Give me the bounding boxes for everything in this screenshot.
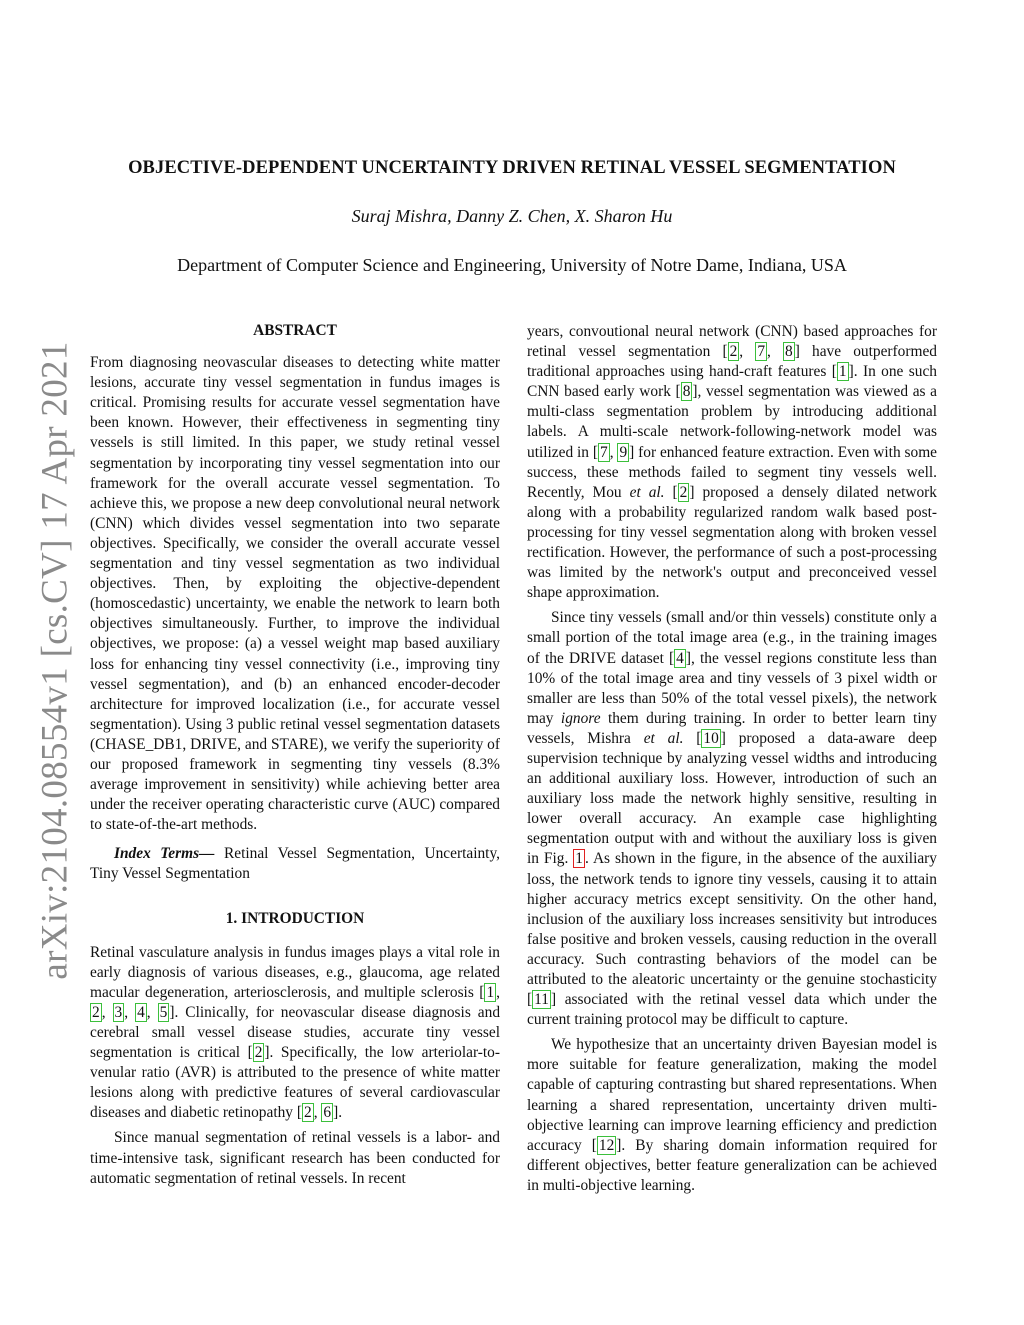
- index-terms-label: Index Terms—: [114, 845, 215, 863]
- citation-link[interactable]: 8: [682, 383, 691, 401]
- citation-link[interactable]: 5: [159, 1003, 168, 1021]
- citation-link[interactable]: 4: [137, 1003, 145, 1021]
- citation-link[interactable]: 4: [676, 649, 684, 667]
- citation-link[interactable]: 12: [598, 1136, 615, 1154]
- arxiv-id: arXiv:2104.08554v1 [cs.CV] 17 Apr 2021: [34, 340, 76, 980]
- intro-paragraph-3: years, convoutional neural network (CNN) based approaches for retinal vessel segmentation [ 2 , 7 , 8 ] have outperformed traditional approaches using hand-craft features [ 1 ]. In one such CNN based early work [ 8 ], vessel segmentation was viewed as a multi-class segmentation problem by introducing additional labels. A multi-scale network-following-network model was utilized in [ 7 , 9 ] for enhanced feature extraction. Even with some success, these methods failed to segment tiny vessels well. Recently, Mou et al. [ 2 ] proposed a densely dilated network along with a probability regularized random walk based post-processing for tiny vessel segmentation along with broken vessel rectification. However, the performance of such a post-processing was limited by the network's output and preconceived vessel shape approximation.: [527, 323, 938, 602]
- intro-paragraph-5: We hypothesize that an uncertainty driven Bayesian model is more suitable for feature generalization, making the model capable of capturing contrasting but shared representations. When learning a shared representation, uncertainty driven multi-objective learning can improve learning efficiency and prediction accuracy [ 12 ]. By sharing domain information required for different objectives, better feature generalization can be achieved in multi-objective learning.: [527, 1036, 937, 1194]
- citation-link[interactable]: 7: [600, 443, 608, 461]
- citation-link[interactable]: 2: [92, 1003, 100, 1021]
- right-column: [527, 322, 937, 1196]
- citation-link[interactable]: 7: [757, 343, 766, 361]
- citation-link[interactable]: 11: [534, 991, 549, 1009]
- intro-paragraph-1: Retinal vasculature analysis in fundus images plays a vital role in early diagnosis of various diseases, e.g., glaucoma, age related macular degeneration, arteriosclerosis, and multiple sclerosis [ 1 , 2 , 3 , 4 , 5 ]. Clinically, for neovascular disease diagnosis and cerebral small vessel disease studies, accurate tiny vessel segmentation is critical [ 2 ]. Specifically, the low arteriolar-to-venular ratio (AVR) is attributed to the presence of white matter lesions along with predictive features of several cardiovascular diseases and diabetic retinopathy [ 2 , 6 ].: [90, 943, 501, 1122]
- citation-link[interactable]: 1: [838, 363, 847, 381]
- citation-link[interactable]: 6: [323, 1104, 332, 1122]
- citation-link[interactable]: 8: [785, 343, 793, 361]
- citation-link[interactable]: 2: [679, 483, 688, 501]
- paper-authors: Suraj Mishra, Danny Z. Chen, X. Sharon Hu: [351, 206, 673, 226]
- intro-paragraph-2: Since manual segmentation of retinal vessels is a labor- and time-intensive task, significant research has been conducted for automatic segmentation of retinal vessels. In recent: [90, 1129, 500, 1187]
- index-terms-text: Retinal Vessel Segmentation, Uncertainty, Tiny Vessel Segmentation: [90, 845, 500, 883]
- citation-link[interactable]: 1: [486, 983, 495, 1001]
- abstract-heading: ABSTRACT: [253, 322, 337, 339]
- left-column: [90, 321, 500, 1189]
- paper-title: OBJECTIVE-DEPENDENT UNCERTAINTY DRIVEN RETINAL VESSEL SEGMENTATION: [128, 158, 896, 178]
- citation-link[interactable]: 2: [303, 1104, 312, 1122]
- citation-link[interactable]: 2: [254, 1044, 263, 1062]
- citation-link[interactable]: 10: [703, 729, 719, 747]
- index-terms: [90, 844, 500, 884]
- citation-link[interactable]: 2: [729, 343, 738, 361]
- figure-link[interactable]: 1: [575, 850, 583, 868]
- introduction-heading: 1. INTRODUCTION: [225, 909, 365, 927]
- abstract-text: From diagnosing neovascular diseases to detecting white matter lesions, accurate tiny vessel segmentation in fundus images is critical. Promising results for accurate vessel segmentation have been known. However, their effectiveness in segmenting tiny vessels is still limited. In this paper, we study retinal vessel segmentation by incorporating tiny vessel segmentation into our framework for the overall accurate vessel segmentation. To achieve this, we propose a new deep convolutional neural network (CNN) which divides vessel segmentation into two separate objectives. Specifically, we consider the overall accurate vessel segmentation and tiny vessel segmentation as two individual objectives. Then, by exploiting the objective-dependent (homoscedastic) uncertainty, we enable the network to learn both objectives simultaneously. Further, to improve the individual objectives, we propose: (a) a vessel weight map based auxiliary loss for enhancing tiny vessel connectivity (i.e., improving tiny vessel segmentation), and (b) an enhanced encoder-decoder architecture for improved localization (i.e., for accurate vessel segmentation). Using 3 public retinal vessel segmentation datasets (CHASE_DB1, DRIVE, and STARE), we verify the superiority of our proposed framework in segmenting tiny vessels (8.3% average improvement in sensitivity) while achieving better area under the receiver operating characteristic curve (AUC) compared to state-of-the-art methods.: [90, 354, 500, 834]
- citation-link[interactable]: 9: [619, 443, 628, 461]
- paper-affiliation: Department of Computer Science and Engineering, University of Notre Dame, Indiana, USA: [177, 255, 847, 275]
- arxiv-watermark: [30, 340, 80, 980]
- intro-paragraph-4: Since tiny vessels (small and/or thin vessels) constitute only a small portion of the total image area (e.g., in the training images of the DRIVE dataset [ 4 ], the vessel regions constitute less than 10% of the total image area and tiny vessels of 3 pixel width or smaller are less than 50% of the total vessel pixels), the network may ignore them during training. In order to better learn tiny vessels, Mishra et al. [ 10 ] proposed a data-aware deep supervision technique by analyzing vessel widths and introducing an additional auxiliary loss. However, introduction of such an auxiliary loss made the network highly sensitive, resulting in lower overall accuracy. An example case highlighting segmentation output with and without the auxiliary loss is given in Fig. 1 . As shown in the figure, in the absence of the auxiliary loss, the network tends to ignore tiny vessels, causing it to attain higher accuracy metrics except sensitivity. On the other hand, inclusion of the auxiliary loss increases sensitivity but introduces false positive and broken vessels, causing reduction in the overall accuracy. Such contrasting behaviors of the model can be attributed to the aleatoric uncertainty or the genuine stochasticity [ 11 ] associated with the retinal vessel data which under the current training protocol may be difficult to capture.: [527, 609, 938, 1029]
- citation-link[interactable]: 3: [114, 1003, 123, 1021]
